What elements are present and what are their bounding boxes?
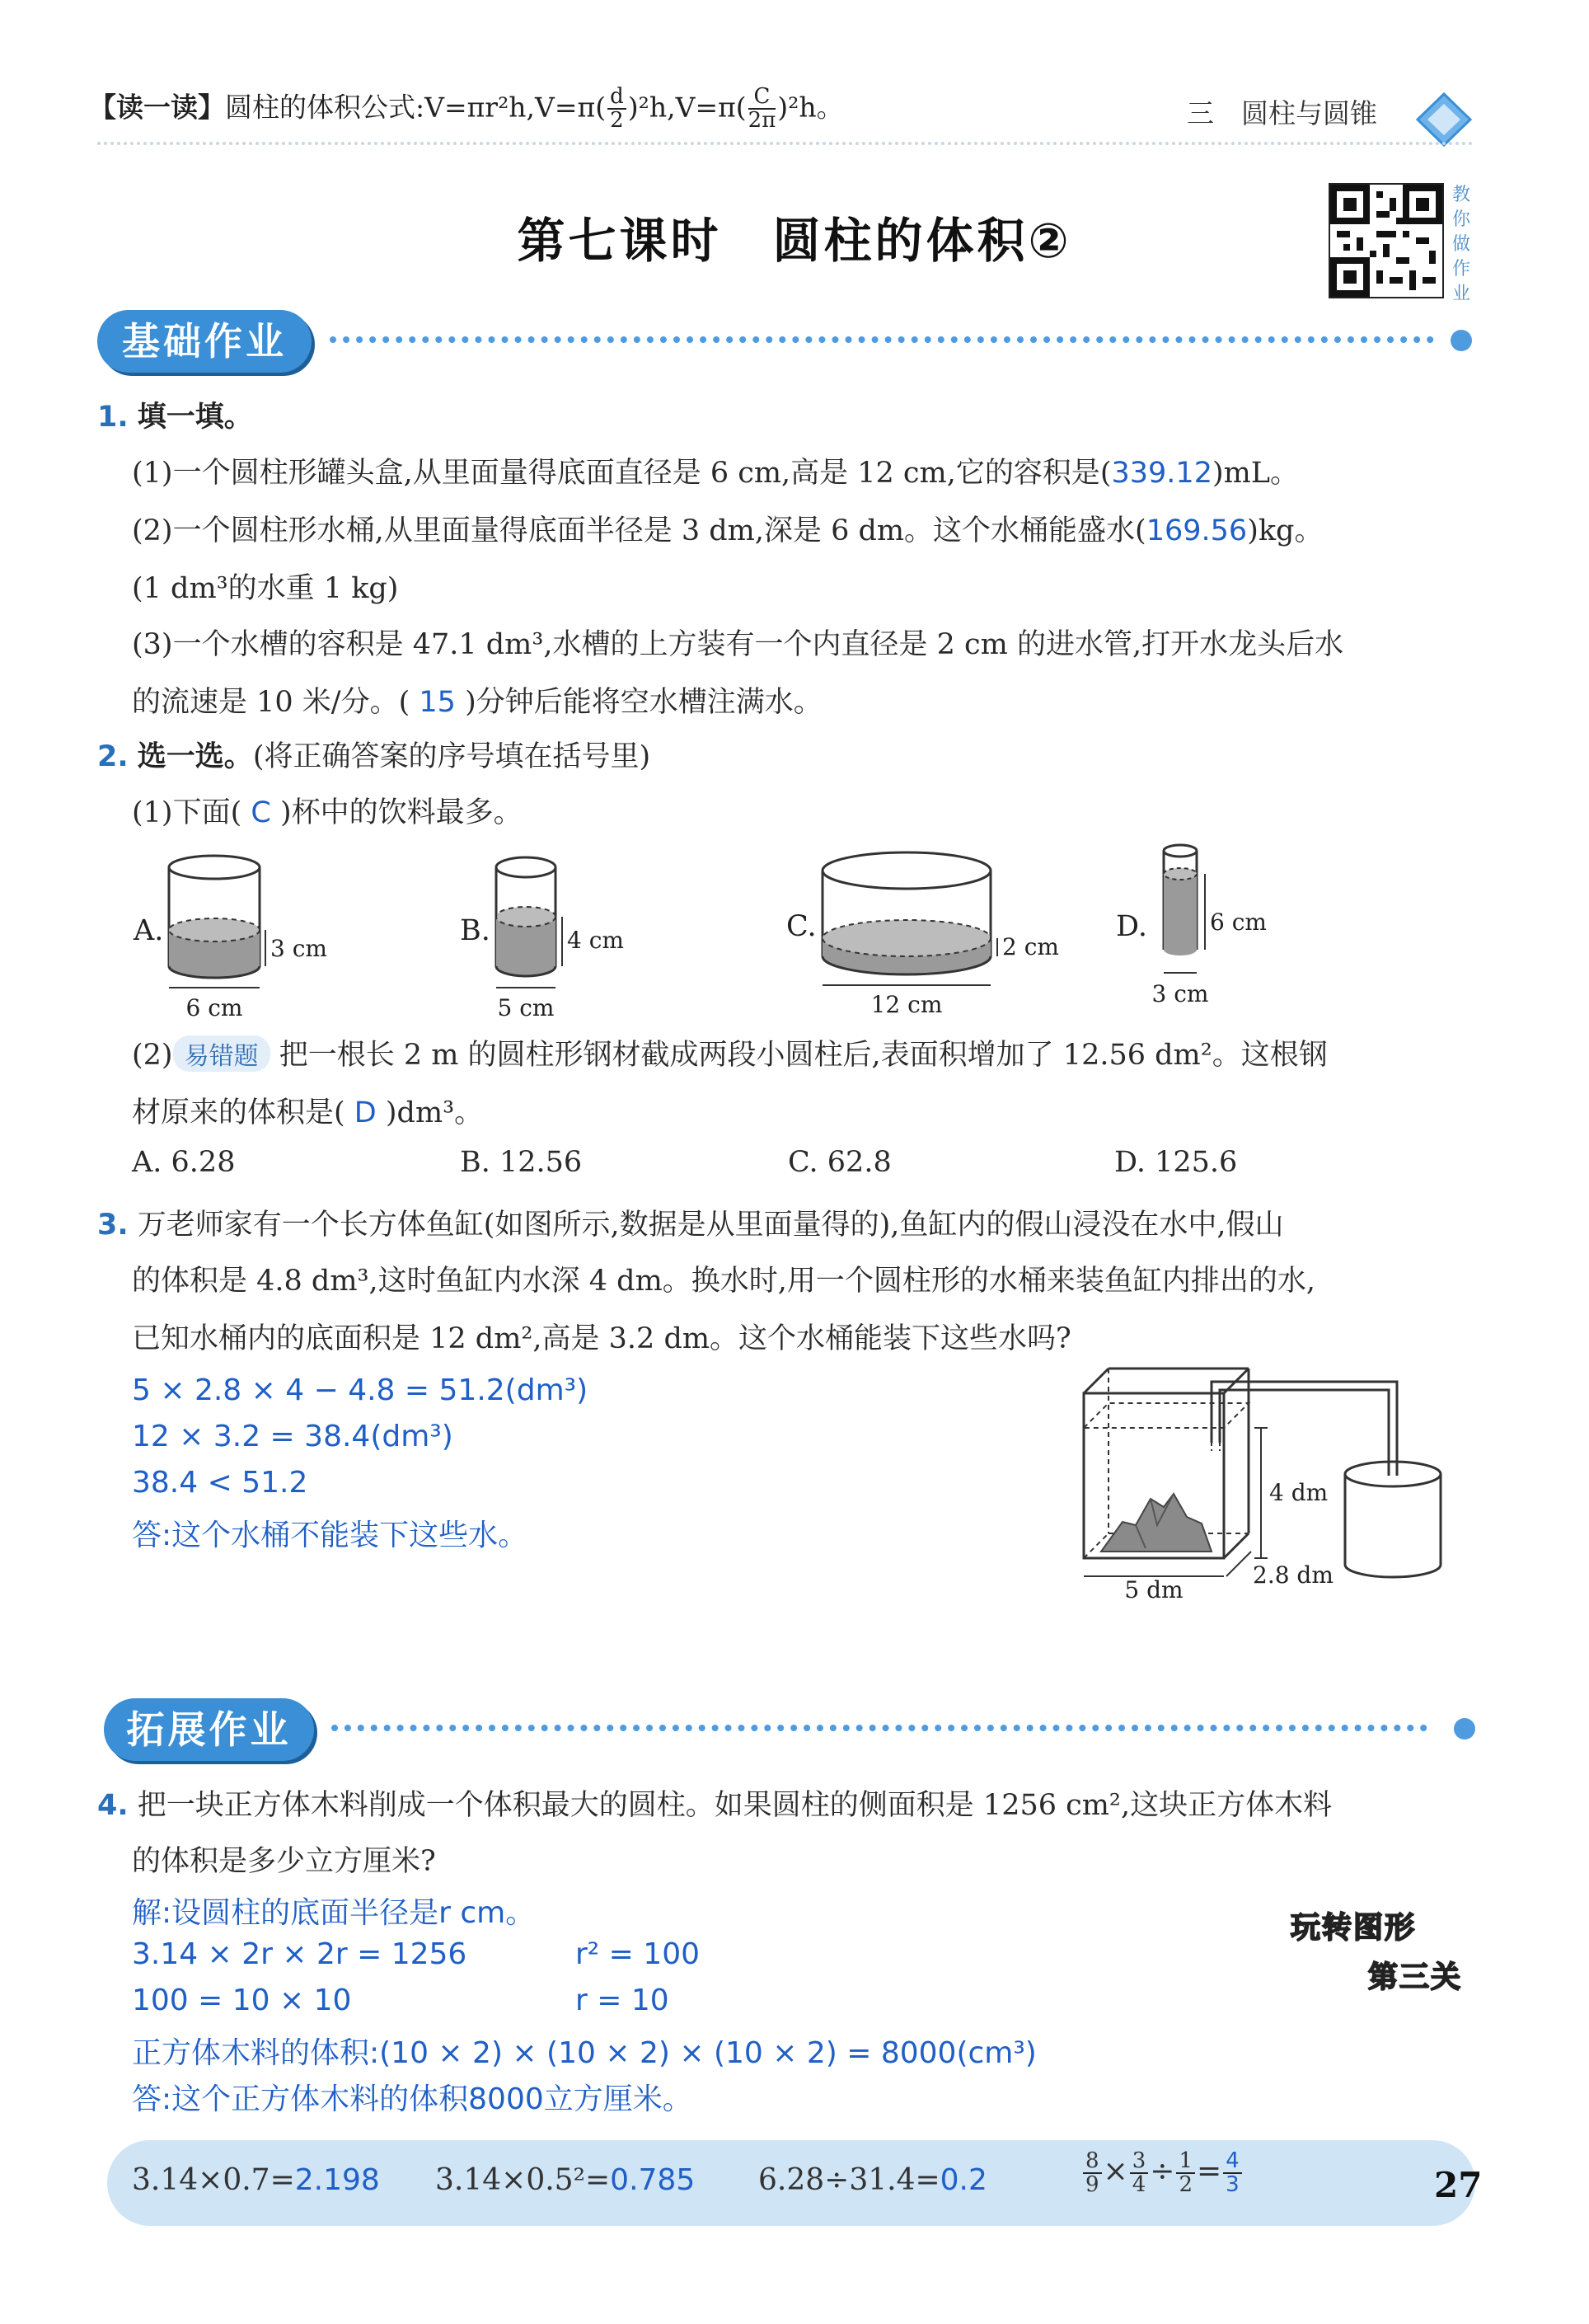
footer-calc-1 (132, 2163, 380, 2197)
q4-answer-3a: 100 = 10 × 10 (132, 1984, 352, 2017)
level-three-badge: 第三关 (1368, 1960, 1463, 1994)
q4-line2: 的体积是多少立方厘米? (132, 1845, 436, 1878)
frac-den: 9 (1085, 2172, 1099, 2198)
frac-den: 2 (610, 108, 624, 134)
section-basic-dot (1451, 330, 1472, 351)
frac-num: 1 (1176, 2150, 1195, 2174)
frac-num: 8 (1083, 2150, 1102, 2174)
q3-answer-2: 12 × 3.2 = 38.4(dm³) (132, 1420, 453, 1453)
q1-p2-answer: 169.56 (1146, 514, 1248, 547)
qr-label-char: 作 (1452, 259, 1471, 279)
page-title: 第七课时 圆柱的体积② (517, 213, 1072, 269)
section-basic-badge: 基础作业 (97, 310, 312, 373)
q1-part1 (132, 450, 1299, 491)
q3-text: 万老师家有一个长方体鱼缸(如图所示,数据是从里面量得的),鱼缸内的假山浸没在水中,假山 (137, 1209, 1284, 1242)
q4-answer-4: 正方体木料的体积:(10 × 2) × (10 × 2) × (10 × 2) = 8000(cm³) (132, 2036, 1037, 2070)
formula-2-suffix: )²h, (627, 91, 676, 124)
page-number: 27 (1434, 2165, 1483, 2205)
cup-d-height: 6 cm (1210, 908, 1267, 936)
fish-tank-figure (1071, 1360, 1484, 1599)
cup-a-width: 6 cm (185, 994, 243, 1021)
footer-calc-3 (758, 2163, 987, 2197)
q4-line1 (97, 1782, 1332, 1824)
cup-b-letter: B. (460, 914, 490, 947)
header-formula (89, 86, 844, 133)
q4-answer-5: 答:这个正方体木料的体积8000立方厘米。 (132, 2082, 692, 2116)
cup-c-width: 12 cm (870, 991, 943, 1018)
q4-number: 4. (97, 1789, 129, 1822)
qr-label-char: 你 (1452, 209, 1471, 230)
q2-option-b: B. 12.56 (460, 1146, 583, 1179)
cups-figure (124, 841, 1277, 1022)
section-basic-divider (330, 336, 1434, 343)
cup-d-letter: D. (1116, 910, 1147, 943)
q2-p2-text-end: )dm³。 (385, 1096, 484, 1129)
q2-p2-text2: 材原来的体积是( (132, 1096, 345, 1129)
q2-option-d: D. 125.6 (1114, 1146, 1238, 1179)
q1-p3-text-end: )分钟后能将空水槽注满水。 (465, 686, 823, 719)
q2-p2-text: 把一根长 2 m 的圆柱形钢材截成两段小圆柱后,表面积增加了 12.56 dm²。这根钢 (279, 1039, 1328, 1072)
fraction-c-over-2pi (748, 86, 776, 133)
calc-3-answer: 0.2 (940, 2163, 987, 2197)
q1-p1-text: (1)一个圆柱形罐头盒,从里面量得底面直径是 6 cm,高是 12 cm,它的容积是( (132, 457, 1112, 490)
cup-c-height: 2 cm (1002, 933, 1059, 960)
frac-den: 2π (748, 108, 776, 134)
cup-c (786, 852, 1059, 1018)
q2-p2-prefix: (2) (132, 1039, 173, 1072)
q2-title-note: (将正确答案的序号填在括号里) (252, 740, 651, 773)
calc-1-expr: 3.14×0.7= (132, 2163, 295, 2197)
cup-d-width: 3 cm (1151, 980, 1209, 1007)
cup-d (1116, 845, 1267, 1007)
tank-width-label: 2.8 dm (1253, 1561, 1334, 1589)
q2-number: 2. (97, 740, 129, 773)
qr-code[interactable] (1329, 183, 1444, 298)
q2-part2-line1 (132, 1032, 1328, 1073)
q1-heading (97, 394, 253, 435)
q1-p1-text-end: )mL。 (1212, 457, 1300, 490)
formula-3-prefix: V=π( (675, 91, 747, 124)
section-extend-dot (1454, 1718, 1475, 1739)
calc-2-answer: 0.785 (610, 2163, 696, 2197)
cup-b (460, 857, 624, 1021)
q4-answer-2a: 3.14 × 2r × 2r = 1256 (132, 1937, 467, 1971)
calc-2-expr: 3.14×0.5²= (435, 2163, 611, 2197)
cup-c-letter: C. (786, 910, 817, 943)
cup-a-letter: A. (134, 914, 164, 947)
q1-p1-answer: 339.12 (1111, 457, 1212, 490)
q2-heading (97, 734, 650, 775)
q4-text: 把一块正方体木料削成一个体积最大的圆柱。如果圆柱的侧面积是 1256 cm²,这块正方体木料 (137, 1789, 1333, 1822)
q2-option-a: A. 6.28 (132, 1146, 236, 1179)
q2-p1-text: (1)下面( (132, 796, 242, 829)
q1-part2 (132, 508, 1323, 549)
q1-p3-answer: 15 (419, 686, 456, 719)
fraction-d-over-2 (607, 86, 626, 133)
frac-num: C (748, 86, 776, 110)
formula-1: V=πr²h, (424, 91, 536, 124)
q2-p1-answer: C (251, 796, 271, 829)
cup-b-width: 5 cm (497, 994, 555, 1021)
formula-2-prefix: V=π( (535, 91, 607, 124)
q2-p1-text-end: )杯中的饮料最多。 (279, 796, 523, 829)
q3-number: 3. (97, 1209, 129, 1242)
q1-title: 填一填。 (137, 401, 253, 434)
q1-number: 1. (97, 401, 129, 434)
read-tag: 【读一读】 (89, 91, 225, 124)
calc-3-expr: 6.28÷31.4= (758, 2163, 940, 2197)
formula-intro: 圆柱的体积公式: (225, 91, 425, 124)
section-extend-badge: 拓展作业 (104, 1698, 314, 1761)
calc-4-frac-2 (1130, 2150, 1149, 2197)
tank-length-label: 5 dm (1124, 1576, 1184, 1599)
calc-4-frac-3 (1176, 2150, 1195, 2197)
diamond-icon (1411, 91, 1477, 148)
header-divider (97, 142, 1474, 145)
frac-den: 3 (1226, 2172, 1240, 2198)
calc-1-answer: 2.198 (294, 2163, 380, 2197)
chapter-title: 三 圆柱与圆锥 (1187, 97, 1377, 129)
q1-part3-line2 (132, 679, 823, 721)
q2-part1 (132, 790, 523, 831)
cup-b-height: 4 cm (567, 927, 624, 954)
q4-answer-1: 解:设圆柱的底面半径是r cm。 (132, 1896, 536, 1930)
cup-a-height: 3 cm (270, 935, 327, 962)
footer-calc-4: $\frac{8}{9}$ × $\frac{3}{4}$ ÷ $\frac{1}{2}$ = $\frac{4}{3}$ (1081, 2150, 1244, 2197)
calc-4-answer (1223, 2150, 1242, 2197)
qr-label (1452, 183, 1477, 307)
q2-p2-answer: D (354, 1096, 377, 1129)
q3-line3: 已知水桶内的底面积是 12 dm²,高是 3.2 dm。这个水桶能装下这些水吗? (132, 1322, 1071, 1355)
frac-den: 2 (1179, 2172, 1193, 2198)
q3-line2: 的体积是 4.8 dm³,这时鱼缸内水深 4 dm。换水时,用一个圆柱形的水桶来装鱼缸内排出的水, (132, 1265, 1316, 1298)
qr-label-char: 业 (1452, 284, 1471, 304)
q3-line1 (97, 1202, 1284, 1243)
q3-answer-1: 5 × 2.8 × 4 − 4.8 = 51.2(dm³) (132, 1373, 588, 1407)
formula-3-suffix: )²h。 (777, 91, 844, 124)
frac-num: 3 (1130, 2150, 1149, 2174)
q1-p2-text: (2)一个圆柱形水桶,从里面量得底面半径是 3 dm,深是 6 dm。这个水桶能盛水( (132, 514, 1146, 547)
tank-depth-label: 4 dm (1269, 1479, 1329, 1506)
play-shapes-badge: 玩转图形 (1291, 1911, 1417, 1945)
calc-4-frac-1 (1083, 2150, 1102, 2197)
footer-calc-2 (435, 2163, 695, 2197)
qr-label-char: 教 (1452, 185, 1471, 205)
q3-answer-4: 答:这个水桶不能装下这些水。 (132, 1519, 528, 1552)
error-prone-tag: 易错题 (173, 1035, 270, 1072)
q2-title: 选一选。 (137, 740, 253, 773)
q3-answer-3: 38.4 < 51.2 (132, 1466, 308, 1500)
frac-num: 4 (1223, 2150, 1242, 2174)
section-extend-divider (331, 1725, 1427, 1731)
q2-option-c: C. 62.8 (788, 1146, 892, 1179)
cup-a (133, 856, 327, 1021)
frac-den: 4 (1132, 2172, 1146, 2198)
q1-part2-note: (1 dm³的水重 1 kg) (132, 572, 399, 605)
q4-answer-3b: r = 10 (575, 1984, 669, 2017)
q1-part3-line1: (3)一个水槽的容积是 47.1 dm³,水槽的上方装有一个内直径是 2 cm 的进水管,打开水龙头后水 (132, 628, 1344, 661)
q4-answer-2b: r² = 100 (575, 1937, 700, 1971)
frac-num: d (607, 86, 626, 110)
q2-part2-line2 (132, 1090, 483, 1131)
q1-p2-text-end: )kg。 (1247, 514, 1324, 547)
q1-p3-text: 的流速是 10 米/分。( (132, 686, 410, 719)
qr-label-char: 做 (1452, 234, 1471, 255)
